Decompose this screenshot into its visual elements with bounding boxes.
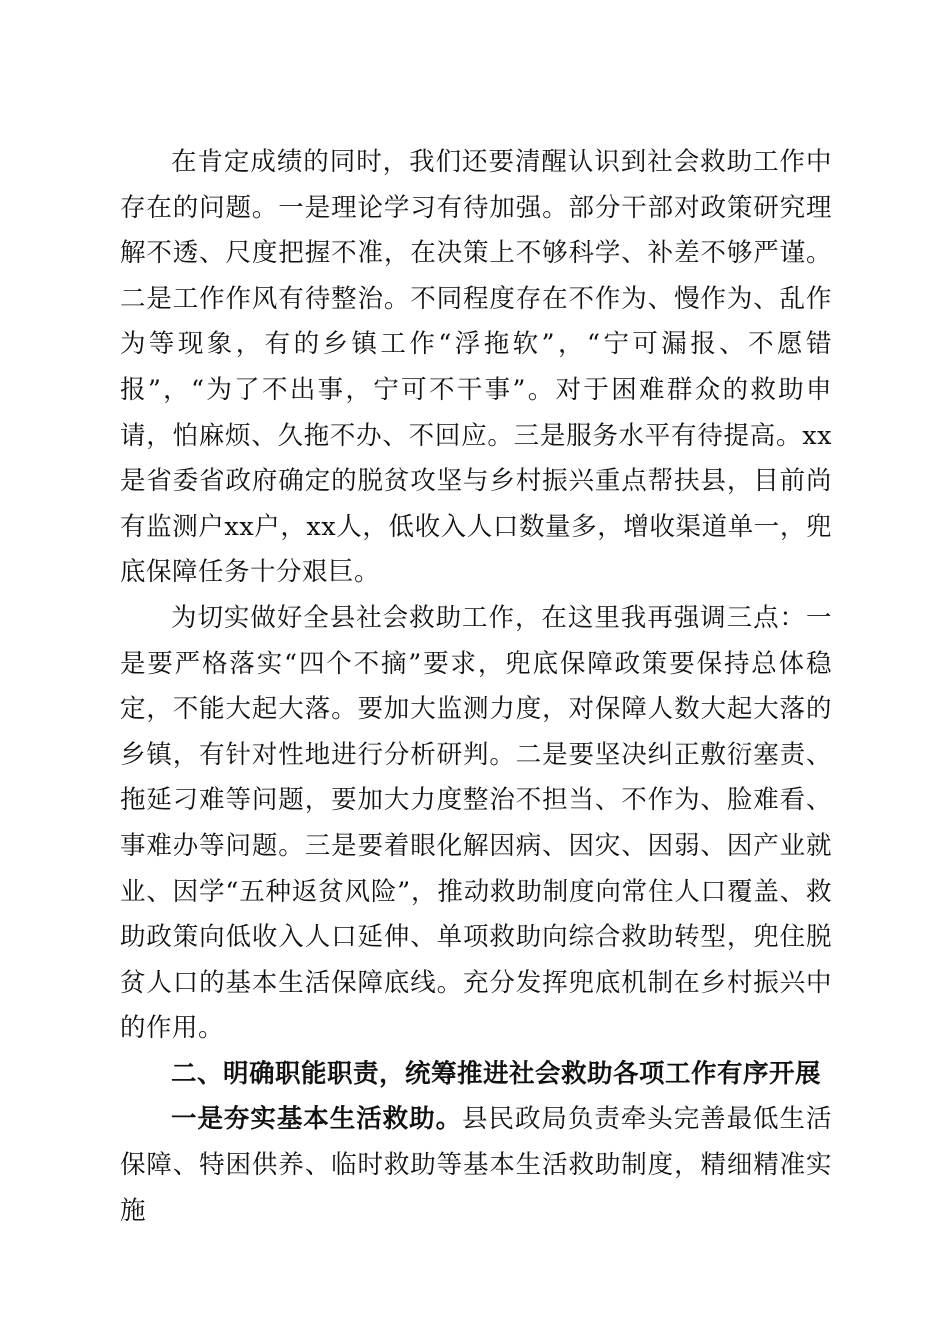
paragraph-problems: 在肯定成绩的同时，我们还要清醒认识到社会救助工作中存在的问题。一是理论学习有待加强。部分干部对政策研究理解不透、尺度把握不准，在决策上不够科学、补差不够严谨。二是工作作风有待整治。不同程度存在不作为、慢作为、乱作为等现象，有的乡镇工作“浮拖软”，“宁可漏报、不愿错报”，“为了不出事，宁可不干事”。对于困难群众的救助申请，怕麻烦、久拖不办、不回应。三是服务水平有待提高。xx是省委省政府确定的脱贫攻坚与乡村振兴重点帮扶县，目前尚有监测户xx户，xx人，低收入人口数量多，增收渠道单一，兜底保障任务十分艰巨。 [120, 147, 832, 588]
section-heading: 二、明确职能职责，统筹推进社会救助各项工作有序开展 [171, 1058, 822, 1089]
paragraph-three-points: 为切实做好全县社会救助工作，在这里我再强调三点：一是要严格落实“四个不摘”要求，兜底保障政策要保持总体稳定，不能大起大落。要加大监测力度，对保障人数大起大落的乡镇，有针对性地进行分析研判。二是要坚决纠正敷衍塞责、拖延刁难等问题，要加大力度整治不担当、不作为、脸难看、事难办等问题。三是要着眼化解因病、因灾、因弱、因产业就业、因学“五种返贫风险”，推动救助制度向常住人口覆盖、救助政策向低收入人口延伸、单项救助向综合救助转型，兜住脱贫人口的基本生活保障底线。充分发挥兜底机制在乡村振兴中的作用。 [120, 602, 832, 1044]
item-body-text: 县民政局负责牵头完善最低生活保障、特困供养、临时救助等基本生活救助制度，精细精准实施 [120, 1104, 832, 1226]
paragraph-basic-living-assistance [120, 1097, 832, 1234]
item-lead-text: 一是夯实基本生活救助。 [171, 1104, 463, 1135]
document-body [120, 140, 832, 1234]
